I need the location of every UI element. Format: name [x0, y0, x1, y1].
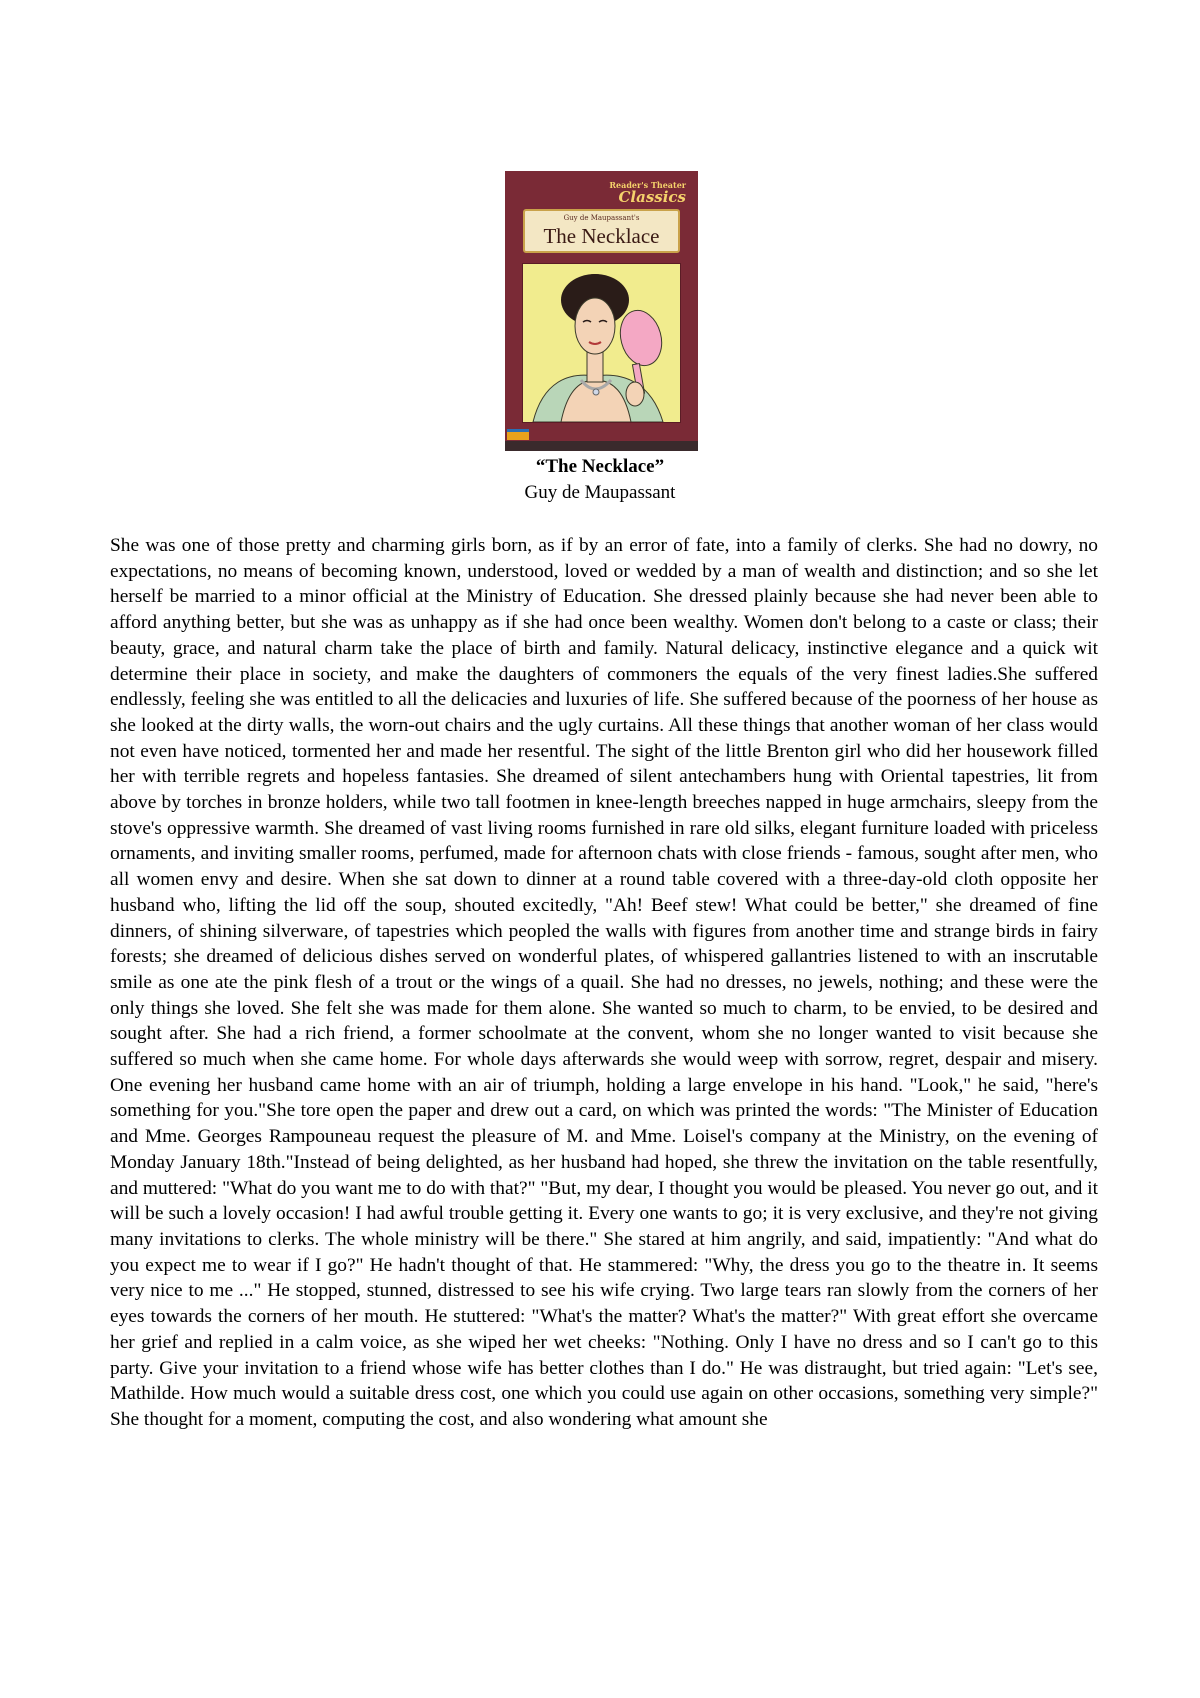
cover-illustration — [522, 263, 681, 423]
publisher-logo-icon — [507, 429, 529, 440]
document-title: “The Necklace” — [535, 456, 665, 477]
book-cover-image — [505, 171, 698, 451]
cover-series-logo — [606, 181, 686, 205]
woman-with-mirror-illustration — [523, 264, 680, 422]
cover-title-plate — [523, 209, 680, 253]
cover-title: The Necklace — [543, 224, 660, 248]
cover-series-name: Classics — [618, 188, 686, 206]
story-body-text: She was one of those pretty and charming girls born, as if by an error of fate, into a family of clerks. She had no dowry, no expectations, no means of becoming known, understood, loved or wedded by a man of wealth and distinction; and so she let herself be married to a minor official at the Ministry of Education. She dressed plainly because she had never been able to afford anything better, but she was as unhappy as if she had once been wealthy. Women don't belong to a caste or class; their beauty, grace, and natural charm take the place of birth and family. Natural delicacy, instinctive elegance and a quick wit determine their place in society, and make the daughters of commoners the equals of the very finest ladies.She suffered endlessly, feeling she was entitled to all the delicacies and luxuries of life. She suffered because of the poorness of her house as she looked at the dirty walls, the worn-out chairs and the ugly curtains. All these things that another woman of her class would not even have noticed, tormented her and made her resentful. The sight of the little Brenton girl who did her housework filled her with terrible regrets and hopeless fantasies. She dreamed of silent antechambers hung with Oriental tapestries, lit from above by torches in bronze holders, while two tall footmen in knee-length breeches napped in huge armchairs, sleepy from the stove's oppressive warmth. She dreamed of vast living rooms furnished in rare old silks, elegant furniture loaded with priceless ornaments, and inviting smaller rooms, perfumed, made for afternoon chats with close friends - famous, sought after men, who all women envy and desire. When she sat down to dinner at a round table covered with a three-day-old cloth opposite her husband who, lifting the lid off the soup, shouted excitedly, "Ah! Beef stew! What could be better," she dreamed of fine dinners, of shining silverware, of tapestries which peopled the walls with figures from another time and strange birds in fairy forests; she dreamed of delicious dishes served on wonderful plates, of whispered gallantries listened to with an inscrutable smile as one ate the pink flesh of a trout or the wings of a quail. She had no dresses, no jewels, nothing; and these were the only things she loved. She felt she was made for them alone. She wanted so much to charm, to be envied, to be desired and sought after. She had a rich friend, a former schoolmate at the convent, whom she no longer wanted to visit because she suffered so much when she came home. For whole days afterwards she would weep with sorrow, regret, despair and misery. One evening her husband came home with an air of triumph, holding a large envelope in his hand. "Look," he said, "here's something for you."She tore open the paper and drew out a card, on which was printed the words: "The Minister of Education and Mme. Georges Rampouneau request the pleasure of M. and Mme. Loisel's company at the Ministry, on the evening of Monday January 18th."Instead of being delighted, as her husband had hoped, she threw the invitation on the table resentfully, and muttered: "What do you want me to do with that?" "But, my dear, I thought you would be pleased. You never go out, and it will be such a lovely occasion! I had awful trouble getting it. Every one wants to go; it is very exclusive, and they're not giving many invitations to clerks. The whole ministry will be there." She stared at him angrily, and said, impatiently: "And what do you expect me to wear if I go?" He hadn't thought of that. He stammered: "Why, the dress you go to the theatre in. It seems very nice to me ..." He stopped, stunned, distressed to see his wife crying. Two large tears ran slowly from the corners of her eyes towards the corners of her mouth. He stuttered: "What's the matter? What's the matter?" With great effort she overcame her grief and replied in a calm voice, as she wiped her wet cheeks: "Nothing. Only I have no dress and so I can't go to this party. Give your invitation to a friend whose wife has better clothes than I do." He was distraught, but tried again: "Let's see, Mathilde. How much would a suitable dress cost, one which you could use again on other occasions, something very simple?" She thought for a moment, computing the cost, and also wondering what amount she — [110, 535, 1098, 1430]
document-author: Guy de Maupassant — [524, 482, 676, 503]
cover-author-line: Guy de Maupassant's — [563, 214, 640, 222]
cover-series-brand: Reader's Theater — [609, 180, 686, 190]
cover-footer-band — [505, 441, 698, 451]
